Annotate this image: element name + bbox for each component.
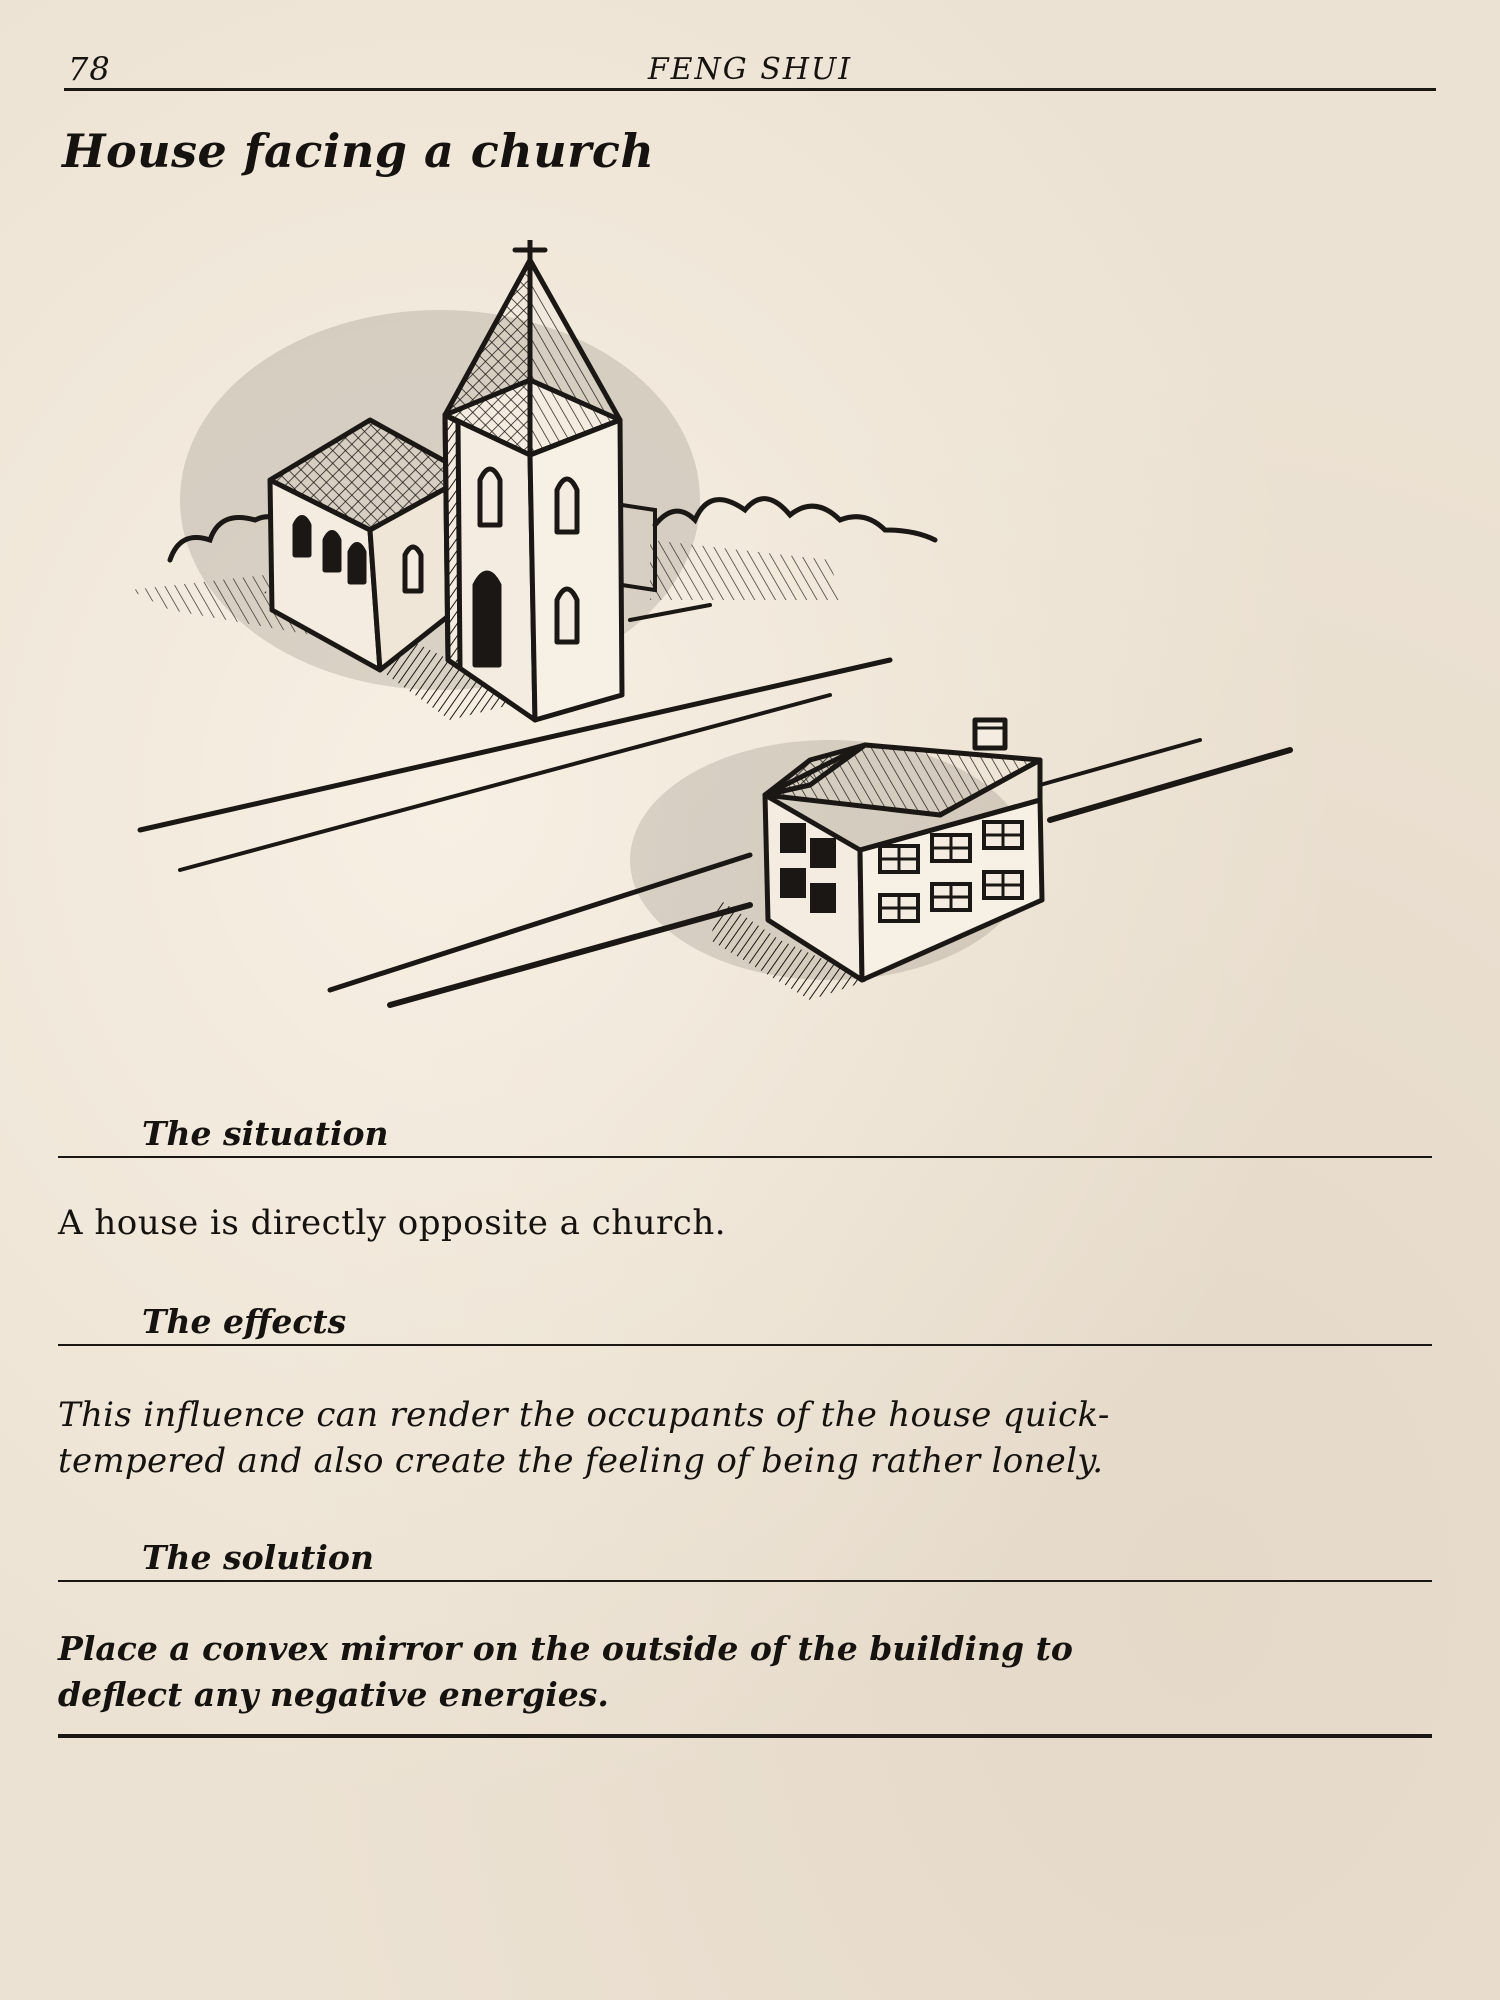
- situation-text: A house is directly opposite a church.: [58, 1203, 727, 1243]
- section-title: House facing a church: [62, 124, 655, 178]
- cross-icon: [515, 240, 545, 270]
- situation-heading-text: The situation: [142, 1114, 389, 1153]
- solution-heading: [58, 1534, 1432, 1582]
- situation-heading: [58, 1110, 1432, 1158]
- end-rule: [58, 1734, 1432, 1738]
- running-title: FENG SHUI: [647, 52, 853, 87]
- effects-text-line-1: This influence can render the occupants of the house quick-: [58, 1395, 1110, 1435]
- effects-heading: [58, 1298, 1432, 1346]
- solution-text: [58, 1626, 1438, 1718]
- church-and-house-illustration: [110, 240, 1310, 1020]
- solution-text-line-2: deflect any negative energies.: [58, 1675, 609, 1714]
- effects-heading-text: The effects: [142, 1302, 347, 1341]
- effects-text-line-2: tempered and also create the feeling of being rather lonely.: [58, 1441, 1104, 1481]
- solution-text-line-1: Place a convex mirror on the outside of the building to: [58, 1629, 1073, 1668]
- solution-heading-text: The solution: [142, 1538, 374, 1577]
- effects-text: [58, 1392, 1438, 1484]
- running-head: [64, 44, 1436, 91]
- page-number: 78: [68, 50, 111, 88]
